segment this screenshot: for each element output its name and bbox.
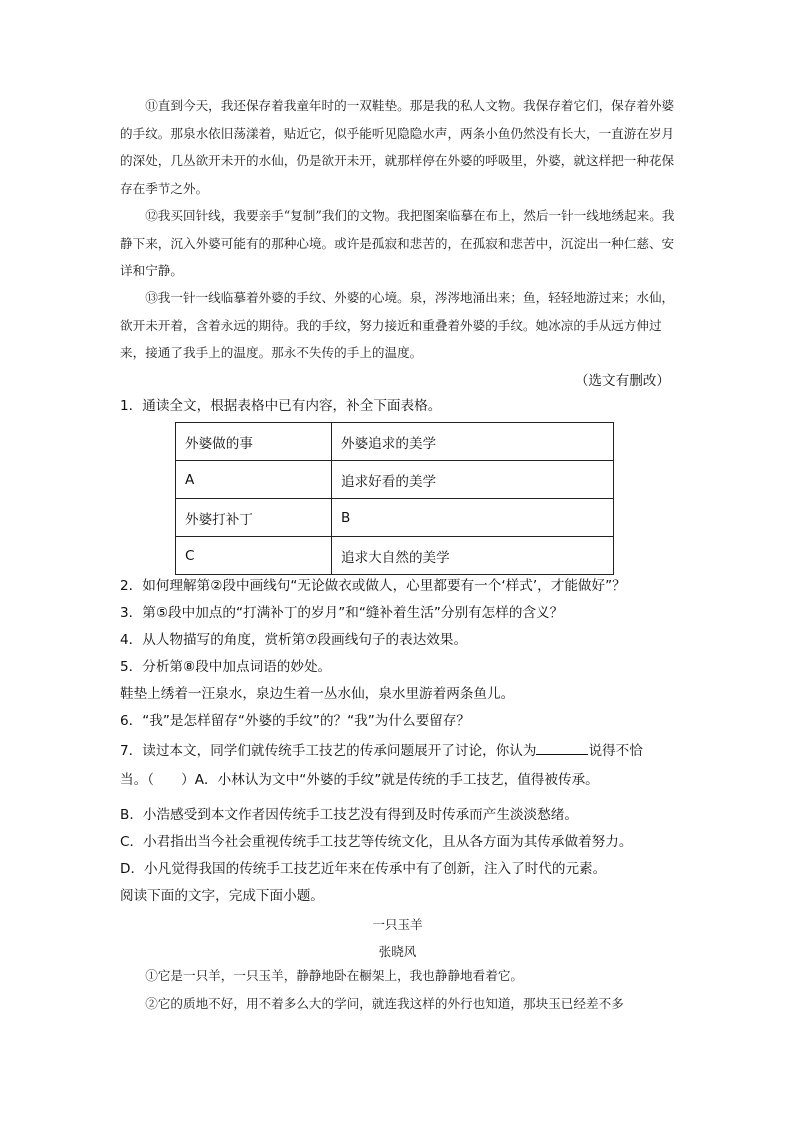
question-5-quote: 鞋垫上绣着一汪泉水，泉边生着一丛水仙，泉水里游着两条鱼儿。 bbox=[120, 686, 515, 702]
passage-paragraph-11: ⑪直到今天，我还保存着我童年时的一双鞋垫。那是我的私人文物。我保存着它们，保存着外婆的手纹。那泉水依旧荡漾着，贴近它，似乎能听见隐隐水声，两条小鱼仍然没有长大，一直游在岁月的深处，几丛欲开未开的水仙，仍是欲开未开，就那样停在外婆的呼吸里，外婆，就这样把一种花保存在季节之外。 bbox=[120, 98, 675, 196]
table-cell: C bbox=[176, 537, 332, 575]
question-7-stem-end: 说得不恰 bbox=[588, 743, 643, 759]
table-cell: 外婆打补丁 bbox=[176, 499, 332, 537]
question-5: 5．分析第⑧段中加点词语的妙处。 bbox=[120, 659, 332, 675]
passage-title: 一只玉羊 bbox=[372, 917, 423, 932]
table-cell: B bbox=[332, 499, 614, 537]
question-7 bbox=[120, 740, 680, 761]
table-cell: 外婆做的事 bbox=[176, 423, 332, 461]
passage2-paragraph-2: ②它的质地不好，用不着多么大的学问，就连我这样的外行也知道，那块玉已经差不多 bbox=[145, 996, 624, 1011]
question-7-option-b: B．小浩感受到本文作者因传统手工技艺没有得到及时传承而产生淡淡愁绪。 bbox=[120, 807, 578, 823]
answer-table bbox=[175, 422, 614, 575]
passage-paragraph-12: ⑫我买回针线，我要亲手“复制”我们的文物。我把图案临摹在布上，然后一针一线地绣起来。我静下来，沉入外婆可能有的那种心境。或许是孤寂和悲苦的，在孤寂和悲苦中，沉淀出一种仁慈、安详和宁静。 bbox=[120, 208, 675, 278]
table-cell: 外婆追求的美学 bbox=[332, 423, 614, 461]
question-4: 4．从人物描写的角度，赏析第⑦段画线句子的表达效果。 bbox=[120, 632, 468, 648]
table-cell: 追求大自然的美学 bbox=[332, 537, 614, 575]
passage-paragraph-13: ⑬我一针一线临摹着外婆的手纹、外婆的心境。泉，涔涔地涌出来；鱼，轻轻地游过来；水仙，欲开未开着，含着永远的期待。我的手纹，努力接近和重叠着外婆的手纹。她冰凉的手从远方伸过来，接通了我手上的温度。那永不失传的手上的温度。 bbox=[120, 290, 675, 360]
question-1: 1．通读全文，根据表格中已有内容，补全下面表格。 bbox=[120, 398, 442, 414]
source-note: （选文有删改） bbox=[574, 373, 670, 389]
table-row bbox=[176, 461, 614, 499]
question-6: 6．“我”是怎样留存“外婆的手纹”的？“我”为什么要留存？ bbox=[120, 713, 470, 729]
passage2-paragraph-1: ①它是一只羊，一只玉羊，静静地卧在橱架上，我也静静地看着它。 bbox=[145, 968, 523, 983]
table-cell: 追求好看的美学 bbox=[332, 461, 614, 499]
question-7-stem: 7．读过本文，同学们就传统手工技艺的传承问题展开了讨论，你认为 bbox=[120, 743, 537, 759]
question-7-option-a: 当。（ ）A．小林认为文中“外婆的手纹”就是传统的手工技艺，值得被传承。 bbox=[120, 772, 599, 788]
table-row bbox=[176, 537, 614, 575]
question-7-option-d: D．小凡觉得我国的传统手工技艺近年来在传承中有了创新，注入了时代的元素。 bbox=[120, 861, 607, 877]
reading-instruction: 阅读下面的文字，完成下面小题。 bbox=[120, 888, 324, 904]
answer-blank bbox=[536, 740, 588, 755]
passage-author: 张晓风 bbox=[378, 944, 417, 959]
question-7-option-c: C．小君指出当今社会重视传统手工技艺等传统文化，且从各方面为其传承做着努力。 bbox=[120, 834, 633, 850]
question-2: 2．如何理解第②段中画线句“无论做衣或做人，心里都要有一个‘样式’，才能做好”？ bbox=[120, 578, 626, 594]
question-3: 3．第⑤段中加点的“打满补丁的岁月”和“缝补着生活”分别有怎样的含义？ bbox=[120, 605, 564, 621]
table-row bbox=[176, 423, 614, 461]
table-cell: A bbox=[176, 461, 332, 499]
table-row bbox=[176, 499, 614, 537]
